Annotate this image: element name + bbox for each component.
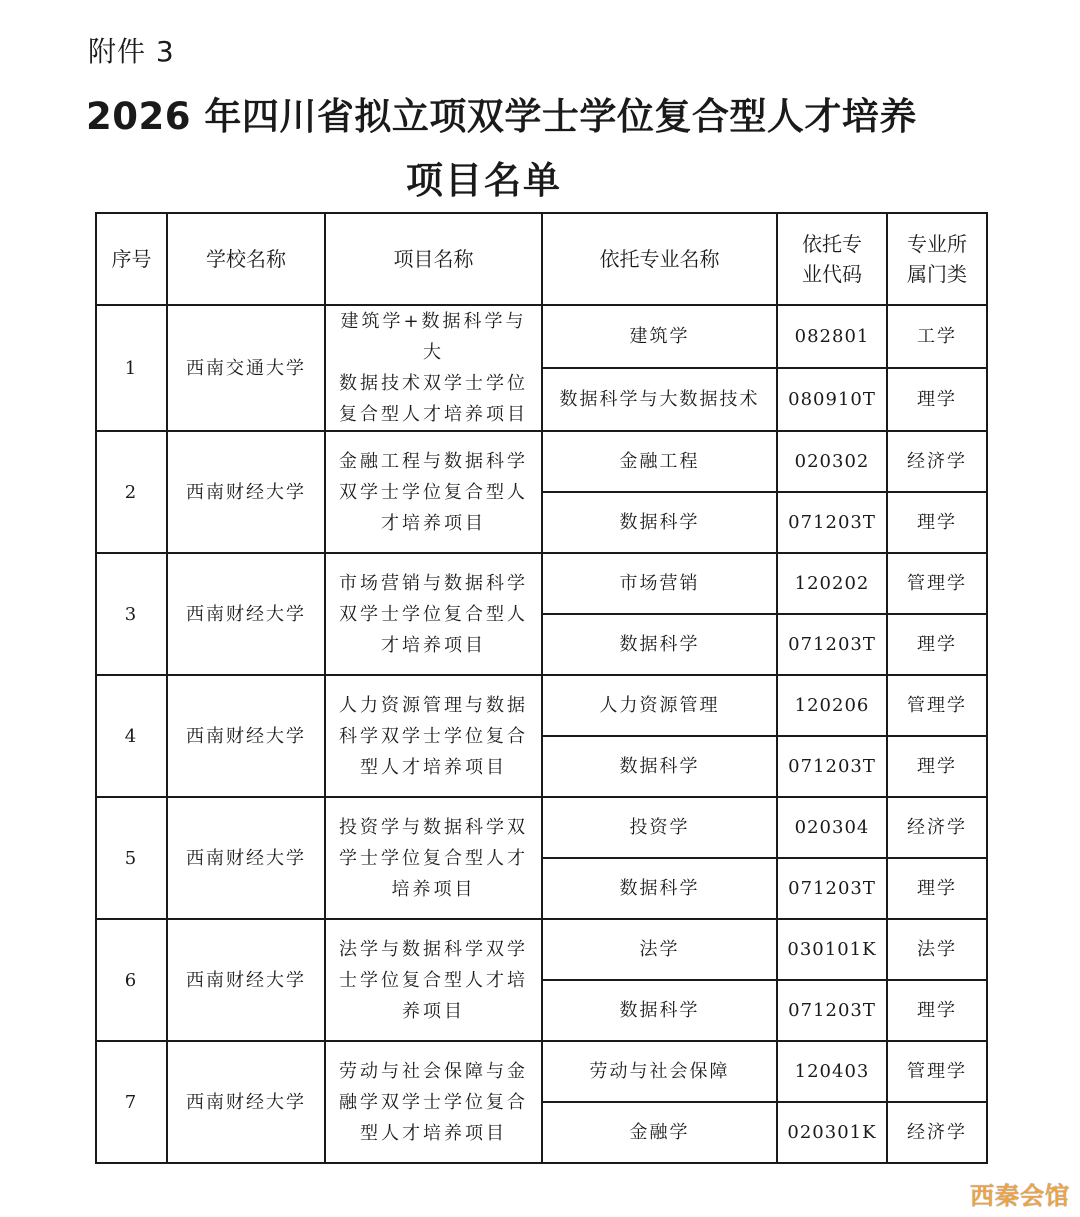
header-major-text: 依托专业名称 <box>599 247 720 271</box>
seq-cell: 1 <box>96 305 167 431</box>
school-name-cell: 西南财经大学 <box>167 675 325 797</box>
major-code-cell: 071203T <box>777 736 887 797</box>
major-name-cell: 数据科学 <box>542 614 777 675</box>
header-major <box>542 213 777 305</box>
header-code-text: 依托专 <box>802 232 862 256</box>
document-title-line-1: 2026 年四川省拟立项双学士学位复合型人才培养 <box>86 95 917 138</box>
major-name-cell: 市场营销 <box>542 553 777 614</box>
project-name-cell <box>325 675 542 797</box>
major-name-cell: 法学 <box>542 919 777 980</box>
project-name-line: 养项目 <box>402 1000 465 1022</box>
project-name-line: 复合型人才培养项目 <box>339 404 528 425</box>
major-category-cell: 理学 <box>887 614 987 675</box>
project-name-line: 融学双学士学位复合 <box>339 1091 528 1113</box>
major-name-cell: 劳动与社会保障 <box>542 1041 777 1102</box>
major-category-cell: 理学 <box>887 980 987 1041</box>
project-name-line: 型人才培养项目 <box>360 756 507 778</box>
major-code-cell: 120403 <box>777 1041 887 1102</box>
school-name-cell: 西南交通大学 <box>167 305 325 431</box>
header-row <box>96 213 987 305</box>
seq-cell: 6 <box>96 919 167 1041</box>
major-code-cell: 071203T <box>777 492 887 553</box>
header-seq-text: 序号 <box>111 247 152 271</box>
project-name-cell <box>325 431 542 553</box>
watermark-logo: 西秦会馆 <box>970 1182 1070 1210</box>
project-name-line: 市场营销与数据科学 <box>339 572 528 594</box>
project-name-line: 投资学与数据科学双 <box>339 816 528 838</box>
major-name-cell: 金融工程 <box>542 431 777 492</box>
table-row <box>96 919 987 980</box>
major-code-cell: 071203T <box>777 614 887 675</box>
major-category-cell: 管理学 <box>887 1041 987 1102</box>
table-row <box>96 675 987 736</box>
project-name-line: 学士学位复合型人才 <box>339 847 528 869</box>
table-body <box>96 305 987 1163</box>
project-name-line: 法学与数据科学双学 <box>339 938 528 960</box>
header-seq <box>96 213 167 305</box>
project-name-line: 科学双学士学位复合 <box>339 725 528 747</box>
project-name-cell <box>325 1041 542 1163</box>
table-header <box>96 213 987 305</box>
project-name-line: 双学士学位复合型人 <box>339 603 528 625</box>
major-name-cell: 投资学 <box>542 797 777 858</box>
project-name-line: 人力资源管理与数据 <box>339 694 528 716</box>
major-category-cell: 管理学 <box>887 553 987 614</box>
document-title-line-2: 项目名单 <box>406 159 562 202</box>
header-category-text: 专业所 <box>907 232 967 256</box>
project-name-line: 才培养项目 <box>381 634 486 656</box>
project-name-line: 劳动与社会保障与金 <box>339 1060 528 1082</box>
major-code-cell: 020304 <box>777 797 887 858</box>
major-category-cell: 经济学 <box>887 431 987 492</box>
major-code-cell: 030101K <box>777 919 887 980</box>
table-row <box>96 305 987 368</box>
major-category-cell: 理学 <box>887 368 987 431</box>
header-project <box>325 213 542 305</box>
table-row <box>96 431 987 492</box>
project-name-cell <box>325 305 542 431</box>
project-name-cell <box>325 553 542 675</box>
major-code-cell: 082801 <box>777 305 887 368</box>
project-name-line: 金融工程与数据科学 <box>339 450 528 472</box>
major-name-cell: 金融学 <box>542 1102 777 1163</box>
major-category-cell: 经济学 <box>887 1102 987 1163</box>
project-name-cell <box>325 919 542 1041</box>
header-project-text: 项目名称 <box>393 247 474 271</box>
seq-cell: 4 <box>96 675 167 797</box>
project-name-line: 士学位复合型人才培 <box>339 969 528 991</box>
table-row <box>96 1041 987 1102</box>
table-row <box>96 797 987 858</box>
major-name-cell: 数据科学 <box>542 492 777 553</box>
school-name-cell: 西南财经大学 <box>167 919 325 1041</box>
header-school-text: 学校名称 <box>206 247 286 271</box>
project-name-line: 双学士学位复合型人 <box>339 481 528 503</box>
major-name-cell: 建筑学 <box>542 305 777 368</box>
major-code-cell: 020302 <box>777 431 887 492</box>
major-category-cell: 理学 <box>887 858 987 919</box>
header-category <box>887 213 987 305</box>
major-name-cell: 数据科学 <box>542 858 777 919</box>
seq-cell: 3 <box>96 553 167 675</box>
major-code-cell: 020301K <box>777 1102 887 1163</box>
project-name-line: 培养项目 <box>391 878 476 900</box>
major-code-cell: 071203T <box>777 980 887 1041</box>
major-name-cell: 数据科学 <box>542 980 777 1041</box>
major-code-cell: 080910T <box>777 368 887 431</box>
project-name-line: 才培养项目 <box>381 512 486 534</box>
major-name-cell: 数据科学 <box>542 736 777 797</box>
table-row <box>96 553 987 614</box>
major-category-cell: 经济学 <box>887 797 987 858</box>
project-list-table <box>95 212 988 1164</box>
major-category-cell: 工学 <box>887 305 987 368</box>
major-code-cell: 120202 <box>777 553 887 614</box>
project-name-cell <box>325 797 542 919</box>
attachment-label: 附件 3 <box>88 35 175 68</box>
school-name-cell: 西南财经大学 <box>167 797 325 919</box>
header-code <box>777 213 887 305</box>
header-category-text: 属门类 <box>907 262 967 286</box>
seq-cell: 2 <box>96 431 167 553</box>
school-name-cell: 西南财经大学 <box>167 431 325 553</box>
project-name-line: 型人才培养项目 <box>360 1122 507 1144</box>
major-code-cell: 120206 <box>777 675 887 736</box>
major-category-cell: 法学 <box>887 919 987 980</box>
major-name-cell: 人力资源管理 <box>542 675 777 736</box>
project-name-line: 数据技术双学士学位 <box>339 373 528 394</box>
header-code-text: 业代码 <box>802 262 862 286</box>
major-code-cell: 071203T <box>777 858 887 919</box>
major-category-cell: 理学 <box>887 736 987 797</box>
header-school <box>167 213 325 305</box>
school-name-cell: 西南财经大学 <box>167 553 325 675</box>
major-name-cell: 数据科学与大数据技术 <box>542 368 777 431</box>
school-name-cell: 西南财经大学 <box>167 1041 325 1163</box>
seq-cell: 7 <box>96 1041 167 1163</box>
major-category-cell: 理学 <box>887 492 987 553</box>
seq-cell: 5 <box>96 797 167 919</box>
major-category-cell: 管理学 <box>887 675 987 736</box>
project-name-line: 建筑学+数据科学与大 <box>340 311 527 363</box>
